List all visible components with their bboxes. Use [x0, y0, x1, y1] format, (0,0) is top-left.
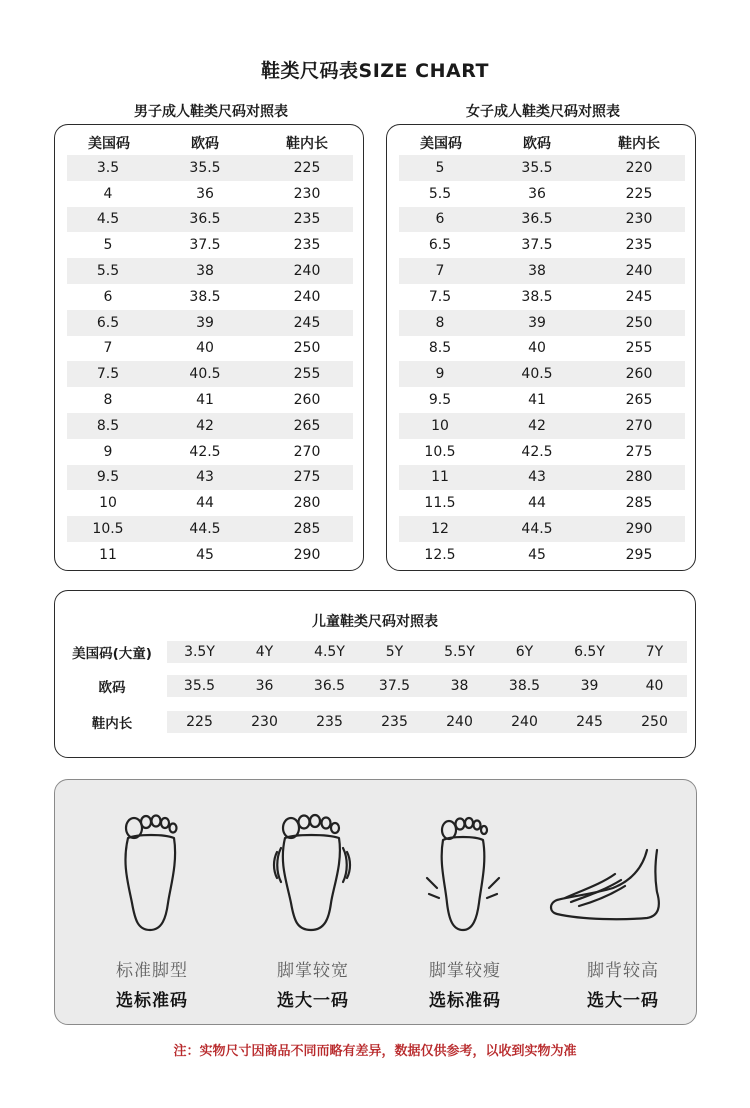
eu-size-cell: 40 [528, 340, 546, 357]
eu-size-cell: 44 [528, 495, 546, 512]
kids-size-cell: 37.5 [378, 678, 411, 694]
table-row [67, 413, 353, 439]
insole-length-cell: 240 [293, 263, 321, 280]
fit-advice-label: 选标准码 [116, 991, 188, 1011]
eu-size-cell: 38.5 [521, 288, 553, 305]
fit-advice-label: 选大一码 [587, 991, 659, 1011]
eu-size-cell: 38.5 [189, 288, 221, 305]
narrow-foot-icon [385, 808, 545, 938]
wide-foot-icon [233, 808, 393, 938]
header-us-size: 美国码 [88, 136, 130, 152]
fit-type-label: 脚背较高 [587, 961, 659, 981]
us-size-cell: 10.5 [424, 443, 456, 460]
women-chart-title: 女子成人鞋类尺码对照表 [466, 104, 620, 120]
header-us-size: 美国码 [420, 136, 462, 152]
table-row [67, 258, 353, 284]
kids-row-label: 美国码(大童) [72, 646, 152, 662]
insole-length-cell: 255 [293, 366, 321, 383]
insole-length-cell: 220 [625, 159, 653, 176]
table-row [399, 336, 685, 362]
kids-size-cell: 250 [641, 714, 668, 730]
kids-insole-length-row [61, 711, 687, 733]
insole-length-cell: 250 [293, 340, 321, 357]
kids-size-table [54, 590, 696, 758]
kids-size-cell: 6Y [515, 644, 534, 660]
kids-size-cell: 40 [645, 678, 664, 694]
kids-size-cell: 36 [255, 678, 274, 694]
table-row [399, 361, 685, 387]
insole-length-cell: 235 [293, 237, 321, 254]
header-insole-length: 鞋内长 [618, 136, 660, 152]
kids-size-cell: 225 [186, 714, 213, 730]
kids-size-cell: 5Y [385, 644, 404, 660]
us-size-cell: 6.5 [428, 237, 452, 254]
us-size-cell: 9.5 [96, 469, 120, 486]
table-row [67, 490, 353, 516]
insole-length-cell: 270 [293, 443, 321, 460]
fit-item-high-instep [543, 780, 703, 1026]
us-size-cell: 3.5 [96, 159, 120, 176]
insole-length-cell: 235 [625, 237, 653, 254]
women-table-body [399, 155, 685, 568]
us-size-cell: 6 [103, 288, 113, 305]
eu-size-cell: 44.5 [189, 521, 221, 538]
table-row [399, 465, 685, 491]
table-row [399, 284, 685, 310]
kids-size-cell: 3.5Y [184, 644, 215, 660]
table-row [399, 490, 685, 516]
eu-size-cell: 39 [196, 314, 214, 331]
us-size-cell: 7.5 [428, 288, 452, 305]
insole-length-cell: 235 [293, 211, 321, 228]
kids-size-cell: 240 [446, 714, 473, 730]
eu-size-cell: 38 [528, 263, 546, 280]
us-size-cell: 7 [103, 340, 113, 357]
eu-size-cell: 40.5 [189, 366, 221, 383]
table-row [399, 310, 685, 336]
page-title: 鞋类尺码表SIZE CHART [261, 60, 489, 82]
insole-length-cell: 255 [625, 340, 653, 357]
eu-size-cell: 36 [528, 185, 546, 202]
kids-row-label: 鞋内长 [91, 716, 133, 732]
fit-guide-panel [54, 779, 697, 1025]
eu-size-cell: 43 [528, 469, 546, 486]
us-size-cell: 12 [431, 521, 449, 538]
eu-size-cell: 41 [196, 392, 214, 409]
table-row [67, 439, 353, 465]
header-insole-length: 鞋内长 [286, 136, 328, 152]
table-row [67, 387, 353, 413]
us-size-cell: 4.5 [96, 211, 120, 228]
us-size-cell: 9 [435, 366, 445, 383]
us-size-cell: 5.5 [96, 263, 120, 280]
fit-type-label: 脚掌较瘦 [429, 961, 501, 981]
disclaimer-note: 注：实物尺寸因商品不同而略有差异，数据仅供参考，以收到实物为准 [173, 1044, 577, 1059]
table-row [67, 516, 353, 542]
kids-size-cell: 6.5Y [574, 644, 605, 660]
us-size-cell: 7 [435, 263, 445, 280]
kids-size-cell: 4Y [255, 644, 274, 660]
table-row [67, 155, 353, 181]
us-size-cell: 10.5 [92, 521, 124, 538]
kids-size-cell: 39 [580, 678, 599, 694]
insole-length-cell: 230 [293, 185, 321, 202]
table-row [399, 232, 685, 258]
eu-size-cell: 44.5 [521, 521, 553, 538]
high-instep-foot-icon [543, 808, 703, 938]
table-row [67, 310, 353, 336]
fit-type-label: 脚掌较宽 [277, 961, 349, 981]
eu-size-cell: 35.5 [521, 159, 553, 176]
us-size-cell: 6 [435, 211, 445, 228]
insole-length-cell: 270 [625, 417, 653, 434]
eu-size-cell: 40 [196, 340, 214, 357]
kids-size-cell: 235 [381, 714, 408, 730]
kids-row-cells [167, 641, 687, 663]
insole-length-cell: 280 [625, 469, 653, 486]
eu-size-cell: 45 [196, 546, 214, 563]
us-size-cell: 8 [103, 392, 113, 409]
insole-length-cell: 265 [625, 392, 653, 409]
us-size-cell: 9 [103, 443, 113, 460]
header-eu-size: 欧码 [191, 136, 219, 152]
fit-advice-label: 选大一码 [277, 991, 349, 1011]
us-size-cell: 5 [103, 237, 113, 254]
eu-size-cell: 36.5 [189, 211, 221, 228]
insole-length-cell: 240 [625, 263, 653, 280]
insole-length-cell: 275 [293, 469, 321, 486]
insole-length-cell: 230 [625, 211, 653, 228]
men-table-body [67, 155, 353, 568]
eu-size-cell: 35.5 [189, 159, 221, 176]
kids-size-cell: 38 [450, 678, 469, 694]
insole-length-cell: 245 [625, 288, 653, 305]
kids-eu-size-row [61, 675, 687, 697]
us-size-cell: 7.5 [96, 366, 120, 383]
standard-foot-icon [72, 808, 232, 938]
table-row [67, 284, 353, 310]
us-size-cell: 8.5 [96, 417, 120, 434]
us-size-cell: 8.5 [428, 340, 452, 357]
insole-length-cell: 260 [293, 392, 321, 409]
kids-size-cell: 7Y [645, 644, 664, 660]
table-row [399, 207, 685, 233]
kids-row-cells [167, 675, 687, 697]
eu-size-cell: 42 [528, 417, 546, 434]
kids-row-label: 欧码 [98, 680, 126, 696]
insole-length-cell: 290 [625, 521, 653, 538]
insole-length-cell: 260 [625, 366, 653, 383]
eu-size-cell: 37.5 [521, 237, 553, 254]
table-row [399, 439, 685, 465]
table-row [399, 181, 685, 207]
table-row [399, 258, 685, 284]
table-row [67, 181, 353, 207]
insole-length-cell: 295 [625, 546, 653, 563]
kids-size-cell: 36.5 [313, 678, 346, 694]
eu-size-cell: 45 [528, 546, 546, 563]
table-row [67, 232, 353, 258]
kids-size-cell: 230 [251, 714, 278, 730]
us-size-cell: 4 [103, 185, 113, 202]
eu-size-cell: 36 [196, 185, 214, 202]
kids-size-cell: 245 [576, 714, 603, 730]
table-row [67, 336, 353, 362]
eu-size-cell: 43 [196, 469, 214, 486]
kids-us-size-row [61, 641, 687, 663]
eu-size-cell: 42.5 [189, 443, 221, 460]
insole-length-cell: 240 [293, 288, 321, 305]
us-size-cell: 5.5 [428, 185, 452, 202]
us-size-cell: 11 [431, 469, 449, 486]
women-size-table [386, 124, 696, 571]
table-row [399, 155, 685, 181]
kids-size-cell: 235 [316, 714, 343, 730]
fit-item-wide [233, 780, 393, 1026]
fit-item-standard [72, 780, 232, 1026]
us-size-cell: 10 [99, 495, 117, 512]
kids-chart-title: 儿童鞋类尺码对照表 [312, 614, 438, 630]
insole-length-cell: 225 [293, 159, 321, 176]
table-row [67, 207, 353, 233]
table-row [67, 361, 353, 387]
table-row [399, 387, 685, 413]
us-size-cell: 6.5 [96, 314, 120, 331]
eu-size-cell: 38 [196, 263, 214, 280]
insole-length-cell: 285 [293, 521, 321, 538]
eu-size-cell: 44 [196, 495, 214, 512]
table-row [67, 465, 353, 491]
us-size-cell: 9.5 [428, 392, 452, 409]
insole-length-cell: 245 [293, 314, 321, 331]
eu-size-cell: 41 [528, 392, 546, 409]
us-size-cell: 5 [435, 159, 445, 176]
insole-length-cell: 290 [293, 546, 321, 563]
table-row [399, 516, 685, 542]
eu-size-cell: 39 [528, 314, 546, 331]
kids-size-cell: 35.5 [183, 678, 216, 694]
insole-length-cell: 275 [625, 443, 653, 460]
us-size-cell: 11.5 [424, 495, 456, 512]
kids-row-cells [167, 711, 687, 733]
fit-type-label: 标准脚型 [116, 961, 188, 981]
us-size-cell: 8 [435, 314, 445, 331]
eu-size-cell: 42.5 [521, 443, 553, 460]
eu-size-cell: 37.5 [189, 237, 221, 254]
insole-length-cell: 250 [625, 314, 653, 331]
men-size-table [54, 124, 364, 571]
table-row [399, 542, 685, 568]
us-size-cell: 12.5 [424, 546, 456, 563]
women-table-header [401, 133, 685, 155]
kids-size-cell: 240 [511, 714, 538, 730]
table-row [399, 413, 685, 439]
eu-size-cell: 40.5 [521, 366, 553, 383]
men-table-header [69, 133, 353, 155]
fit-advice-label: 选标准码 [429, 991, 501, 1011]
table-row [67, 542, 353, 568]
insole-length-cell: 265 [293, 417, 321, 434]
kids-size-cell: 5.5Y [444, 644, 475, 660]
insole-length-cell: 280 [293, 495, 321, 512]
insole-length-cell: 225 [625, 185, 653, 202]
header-eu-size: 欧码 [523, 136, 551, 152]
kids-size-cell: 4.5Y [314, 644, 345, 660]
men-chart-title: 男子成人鞋类尺码对照表 [134, 104, 288, 120]
us-size-cell: 10 [431, 417, 449, 434]
insole-length-cell: 285 [625, 495, 653, 512]
fit-item-narrow [385, 780, 545, 1026]
eu-size-cell: 36.5 [521, 211, 553, 228]
kids-size-cell: 38.5 [508, 678, 541, 694]
us-size-cell: 11 [99, 546, 117, 563]
eu-size-cell: 42 [196, 417, 214, 434]
